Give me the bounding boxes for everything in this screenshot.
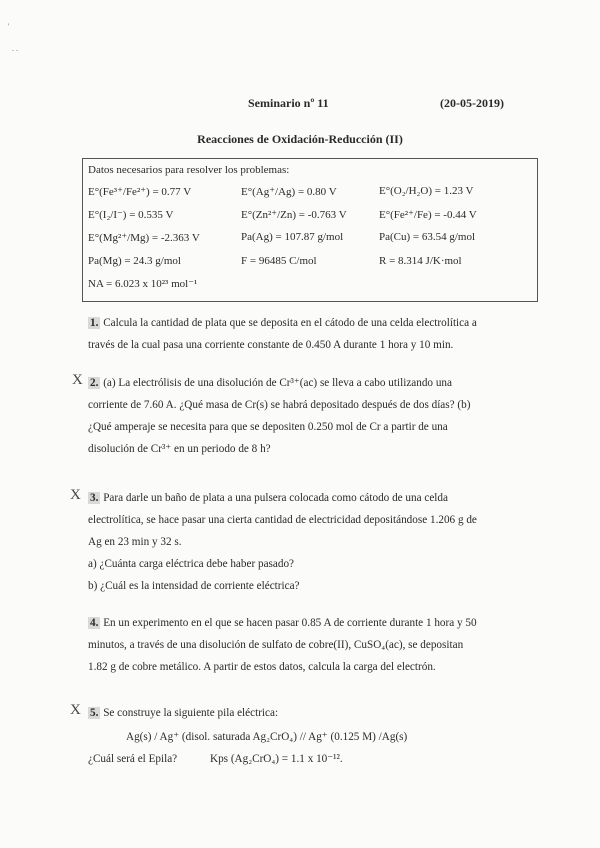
data-cell: Pa(Ag) = 107.87 g/mol [241,231,344,243]
date-label: (20-05-2019) [440,96,504,110]
problem-text: (a) La electrólisis de una disolución de Cr³⁺(ac) se lleva a cabo utilizando una [103,377,452,389]
problem-text: través de la cual pasa una corriente constante de 0.450 A durante 1 hora y 10 min. [88,339,454,351]
problem-text: disolución de Cr³⁺ en un periodo de 8 h? [88,443,271,455]
problem-3-sub-a: a) ¿Cuánta carga eléctrica debe haber pasado? [88,558,295,570]
data-cell: R = 8.314 J/K·mol [379,255,462,267]
data-cell: Pa(Cu) = 63.54 g/mol [379,231,476,243]
problem-text: corriente de 7.60 A. ¿Qué masa de Cr(s) se habrá depositado después de dos días? (b) [88,399,471,411]
data-cell: E°(O₂/H₂O) = 1.23 V [379,185,474,197]
data-cell: Pa(Mg) = 24.3 g/mol [88,255,181,267]
problem-3 [88,487,520,553]
problem-3-sub-b: b) ¿Cuál es la intensidad de corriente eléctrica? [88,580,300,592]
data-cell: E°(Fe²⁺/Fe) = -0.44 V [379,209,477,221]
problem-text: En un experimento en el que se hacen pasar 0.85 A de corriente durante 1 hora y 50 [103,617,477,629]
problem-text: Para darle un baño de plata a una pulsera colocada como cátodo de una celda [103,492,448,504]
problem-text: ¿Qué amperaje se necesita para que se depositen 0.250 mol de Cr a partir de una [88,421,448,433]
data-cell: E°(Mg²⁺/Mg) = -2.363 V [88,232,200,244]
margin-mark: ' [8,22,10,31]
problem-text: minutos, a través de una disolución de sulfato de cobre(II), CuSO₄(ac), se depositan [88,639,464,651]
page-title: Reacciones de Oxidación-Reducción (II) [197,132,403,146]
problem-number: 4. [90,617,99,629]
data-cell: NA = 6.023 x 10²³ mol⁻¹ [88,278,198,290]
problem-number: 5. [90,707,99,719]
data-box-heading: Datos necesarios para resolver los problemas: [88,164,290,176]
data-cell: F = 96485 C/mol [241,255,317,267]
margin-mark: . . [12,44,18,53]
cross-mark: X [70,487,81,503]
seminar-label: Seminario nº 11 [248,96,329,110]
problem-text: Calcula la cantidad de plata que se deposita en el cátodo de una celda electrolítica a [103,317,477,329]
data-cell: E°(I₂/I⁻) = 0.535 V [88,209,174,221]
problem-1 [88,312,520,356]
problem-4 [88,612,520,678]
kps-value: Kps (Ag₂CrO₄) = 1.1 x 10⁻¹². [210,753,343,765]
data-cell: E°(Ag⁺/Ag) = 0.80 V [241,186,337,198]
problem-number: 1. [90,317,99,329]
cross-mark: X [70,702,81,718]
problem-5 [88,702,520,724]
problem-text: electrolítica, se hace pasar una cierta cantidad de electricidad depositándose 1.206 g de [88,514,477,526]
problem-text: Ag en 23 min y 32 s. [88,536,182,548]
data-cell: E°(Zn²⁺/Zn) = -0.763 V [241,209,347,221]
cell-notation: Ag(s) / Ag⁺ (disol. saturada Ag₂CrO₄) // Ag⁺ (0.125 M) /Ag(s) [126,731,408,743]
problem-2 [88,372,520,460]
data-cell: E°(Fe³⁺/Fe²⁺) = 0.77 V [88,186,192,198]
problem-text: Se construye la siguiente pila eléctrica: [103,707,279,719]
problem-number: 2. [90,377,99,389]
cross-mark: X [72,372,83,388]
question-epila: ¿Cuál será el Epila? [88,753,178,765]
problem-text: 1.82 g de cobre metálico. A partir de estos datos, calcula la carga del electrón. [88,661,436,673]
problem-number: 3. [90,492,99,504]
